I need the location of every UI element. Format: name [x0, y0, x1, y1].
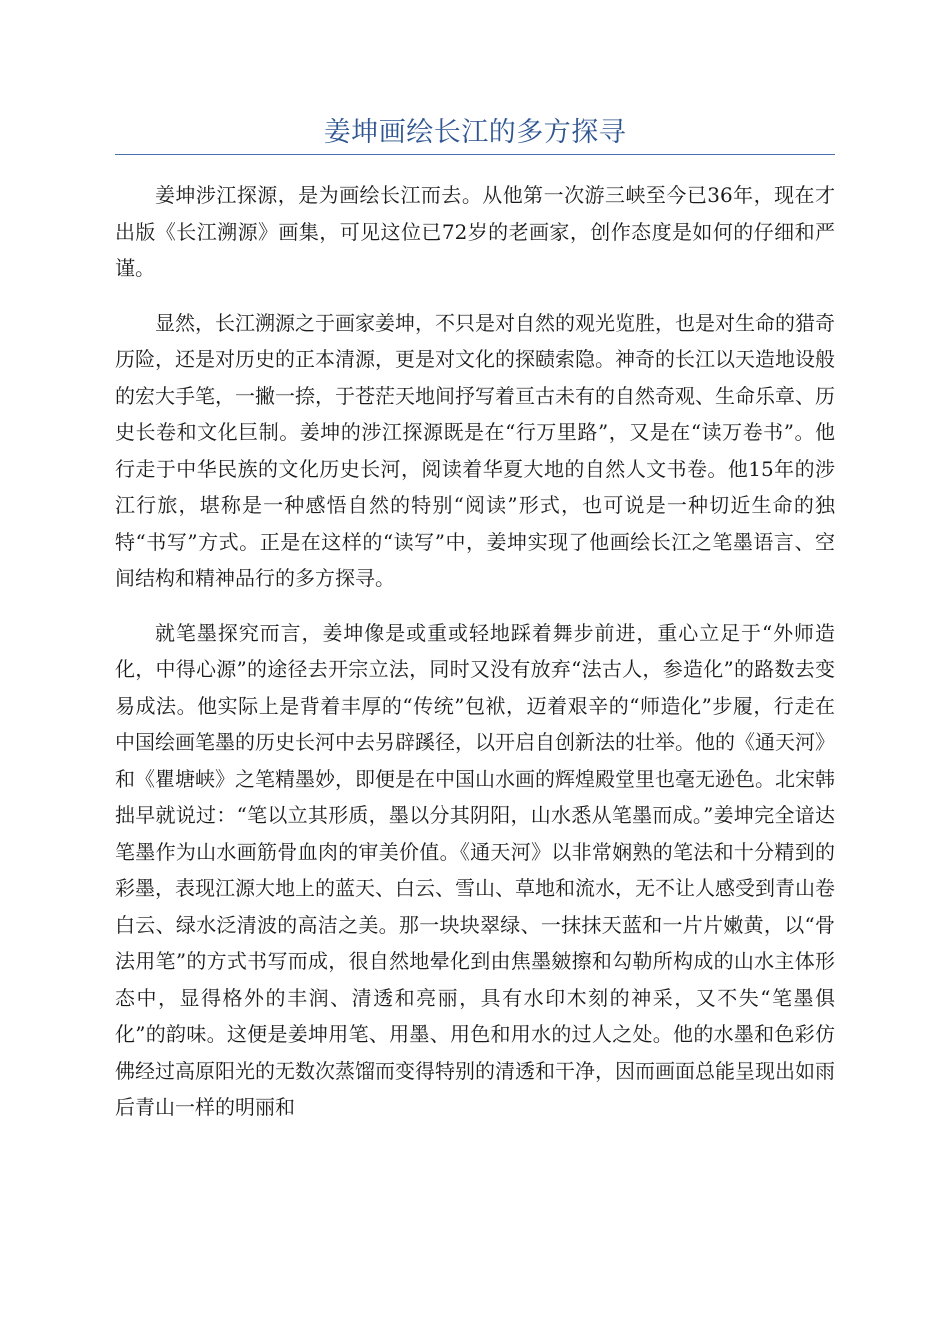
title-underline: [115, 154, 835, 155]
paragraph: 显然，长江溯源之于画家姜坤，不只是对自然的观光览胜，也是对生命的猎奇历险，还是对历史的正本清源，更是对文化的探赜索隐。神奇的长江以天造地设般的宏大手笔，一撇一捺，于苍茫天地间抒写着亘古未有的自然奇观、生命乐章、历史长卷和文化巨制。姜坤的涉江探源既是在“行万里路”，又是在“读万卷书”。他行走于中华民族的文化历史长河，阅读着华夏大地的自然人文书卷。他15年的涉江行旅，堪称是一种感悟自然的特别“阅读”形式，也可说是一种切近生命的独特“书写”方式。正是在这样的“读写”中，姜坤实现了他画绘长江之笔墨语言、空间结构和精神品行的多方探寻。: [115, 310, 835, 590]
paragraph: 就笔墨探究而言，姜坤像是或重或轻地踩着舞步前进，重心立足于“外师造化，中得心源”的途径去开宗立法，同时又没有放弃“法古人，参造化”的路数去变易成法。他实际上是背着丰厚的“传统”包袱，迈着艰辛的“师造化”步履，行走在中国绘画笔墨的历史长河中去另辟蹊径，以开启自创新法的壮举。他的《通天河》和《瞿塘峡》之笔精墨妙，即便是在中国山水画的辉煌殿堂里也毫无逊色。北宋韩拙早就说过：“笔以立其形质，墨以分其阴阳，山水悉从笔墨而成。”姜坤完全谙达笔墨作为山水画筋骨血肉的审美价值。《通天河》以非常娴熟的笔法和十分精到的彩墨，表现江源大地上的蓝天、白云、雪山、草地和流水，无不让人感受到青山卷白云、绿水泛清波的高洁之美。那一块块翠绿、一抹抹天蓝和一片片嫩黄，以“骨法用笔”的方式书写而成，很自然地晕化到由焦墨皴擦和勾勒所构成的山水主体形态中，显得格外的丰润、清透和亮丽，具有水印木刻的神采，又不失“笔墨俱化”的韵味。这便是姜坤用笔、用墨、用色和用水的过人之处。他的水墨和色彩仿佛经过高原阳光的无数次蒸馏而变得特别的清透和干净，因而画面总能呈现出如雨后青山一样的明丽和: [115, 620, 835, 1119]
page-title: 姜坤画绘长江的多方探寻: [323, 117, 627, 148]
document-body: [115, 177, 835, 1144]
paragraph: 姜坤涉江探源，是为画绘长江而去。从他第一次游三峡至今已36年，现在才出版《长江溯源》画集，可见这位已72岁的老画家，创作态度是如何的仔细和严谨。: [115, 183, 835, 280]
